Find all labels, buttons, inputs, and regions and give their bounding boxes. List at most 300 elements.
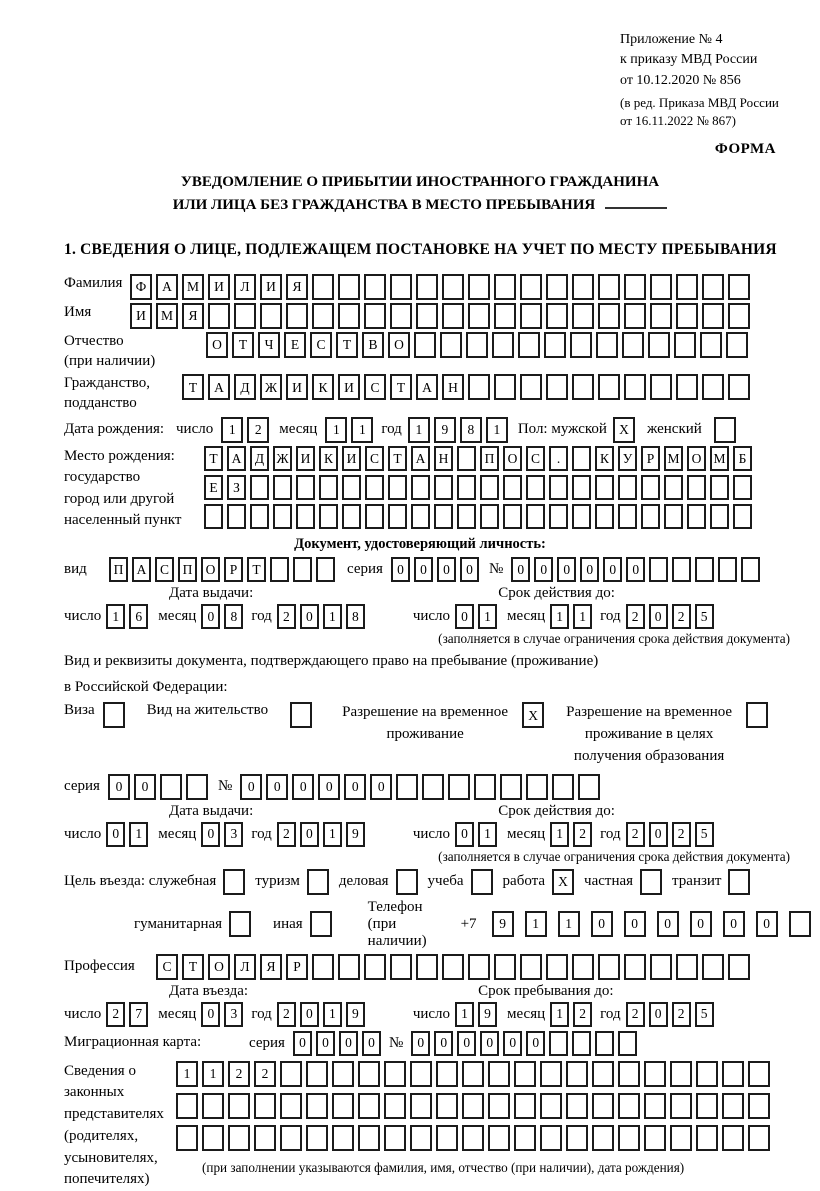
cell[interactable]: А (411, 446, 430, 471)
cell[interactable] (442, 954, 464, 980)
cell[interactable] (442, 303, 464, 329)
cell[interactable] (733, 504, 752, 529)
cell[interactable]: 0 (292, 774, 314, 800)
cell[interactable] (566, 1061, 588, 1087)
cell[interactable] (422, 774, 444, 800)
cell[interactable]: А (156, 274, 178, 300)
cell[interactable]: Т (182, 374, 204, 400)
cell[interactable] (319, 504, 338, 529)
cell[interactable] (544, 332, 566, 358)
cell[interactable] (748, 1061, 770, 1087)
cell[interactable] (410, 1125, 432, 1151)
cell[interactable]: 1 (323, 604, 342, 629)
cell[interactable] (227, 504, 246, 529)
cell[interactable] (641, 504, 660, 529)
cell[interactable] (549, 1031, 568, 1056)
cell[interactable]: П (178, 557, 197, 582)
cell[interactable] (546, 303, 568, 329)
cell[interactable] (514, 1125, 536, 1151)
cell[interactable]: И (208, 274, 230, 300)
cell[interactable] (526, 774, 548, 800)
cell[interactable]: Л (234, 274, 256, 300)
cell[interactable]: 9 (346, 822, 365, 847)
cell[interactable] (520, 303, 542, 329)
cell[interactable]: К (319, 446, 338, 471)
cell[interactable]: 2 (626, 822, 645, 847)
cell[interactable]: С (364, 374, 386, 400)
cell[interactable]: 0 (690, 911, 712, 937)
cell[interactable]: 0 (457, 1031, 476, 1056)
cell[interactable] (223, 869, 245, 895)
cell[interactable] (286, 303, 308, 329)
cell[interactable] (229, 911, 251, 937)
cell[interactable] (411, 504, 430, 529)
cell[interactable] (520, 954, 542, 980)
cell[interactable] (687, 504, 706, 529)
cell[interactable]: 0 (455, 604, 474, 629)
cell[interactable] (540, 1125, 562, 1151)
cell[interactable] (592, 1061, 614, 1087)
cell[interactable]: Н (442, 374, 464, 400)
cell[interactable] (676, 954, 698, 980)
cell[interactable] (414, 332, 436, 358)
cell[interactable] (358, 1061, 380, 1087)
cell[interactable] (592, 1125, 614, 1151)
cell[interactable]: Ж (260, 374, 282, 400)
cell[interactable] (273, 475, 292, 500)
cell[interactable] (728, 954, 750, 980)
cell[interactable] (644, 1061, 666, 1087)
cell[interactable] (250, 475, 269, 500)
cell[interactable]: 9 (346, 1002, 365, 1027)
cell[interactable]: Я (182, 303, 204, 329)
cell[interactable] (546, 374, 568, 400)
cell[interactable] (702, 303, 724, 329)
cell[interactable]: М (156, 303, 178, 329)
cell[interactable] (676, 374, 698, 400)
cell[interactable] (474, 774, 496, 800)
cell[interactable] (306, 1125, 328, 1151)
cell[interactable]: Р (224, 557, 243, 582)
cell[interactable]: 0 (649, 604, 668, 629)
cell[interactable] (488, 1125, 510, 1151)
cell[interactable] (514, 1061, 536, 1087)
cell[interactable] (676, 303, 698, 329)
cell[interactable] (388, 504, 407, 529)
cell[interactable] (710, 475, 729, 500)
cell[interactable]: И (130, 303, 152, 329)
cell[interactable]: Ж (273, 446, 292, 471)
cell[interactable]: 1 (106, 604, 125, 629)
cell[interactable] (358, 1125, 380, 1151)
cell[interactable] (416, 303, 438, 329)
cell[interactable] (503, 504, 522, 529)
cell[interactable]: О (206, 332, 228, 358)
cell[interactable] (273, 504, 292, 529)
cell[interactable]: А (416, 374, 438, 400)
cell[interactable] (641, 475, 660, 500)
cell[interactable] (649, 557, 668, 582)
cell[interactable] (595, 504, 614, 529)
cell[interactable] (718, 557, 737, 582)
cell[interactable] (572, 1031, 591, 1056)
cell[interactable] (789, 911, 811, 937)
cell[interactable] (578, 774, 600, 800)
cell[interactable]: У (618, 446, 637, 471)
cell[interactable]: 0 (316, 1031, 335, 1056)
cell[interactable]: Ч (258, 332, 280, 358)
cell[interactable] (572, 274, 594, 300)
cell[interactable]: 9 (478, 1002, 497, 1027)
cell[interactable] (572, 504, 591, 529)
cell[interactable] (618, 1031, 637, 1056)
cell[interactable] (364, 954, 386, 980)
cell[interactable]: 0 (511, 557, 530, 582)
cell[interactable] (338, 274, 360, 300)
cell[interactable] (624, 954, 646, 980)
cell[interactable] (650, 303, 672, 329)
cell[interactable]: К (595, 446, 614, 471)
cell[interactable] (416, 274, 438, 300)
cell[interactable] (572, 475, 591, 500)
cell[interactable] (338, 954, 360, 980)
cell[interactable]: 1 (550, 604, 569, 629)
cell[interactable]: 0 (370, 774, 392, 800)
cell[interactable]: 0 (391, 557, 410, 582)
cell[interactable] (546, 954, 568, 980)
cell[interactable] (672, 557, 691, 582)
cell[interactable]: О (201, 557, 220, 582)
cell[interactable] (722, 1125, 744, 1151)
cell[interactable]: 0 (201, 1002, 220, 1027)
cell[interactable] (695, 557, 714, 582)
cell[interactable] (746, 702, 768, 728)
cell[interactable] (552, 774, 574, 800)
cell[interactable]: X (613, 417, 635, 443)
cell[interactable] (306, 1093, 328, 1119)
cell[interactable] (436, 1125, 458, 1151)
cell[interactable]: 0 (526, 1031, 545, 1056)
cell[interactable]: 1 (129, 822, 148, 847)
cell[interactable]: 5 (695, 1002, 714, 1027)
cell[interactable] (411, 475, 430, 500)
cell[interactable] (700, 332, 722, 358)
cell[interactable] (234, 303, 256, 329)
cell[interactable]: 0 (362, 1031, 381, 1056)
cell[interactable]: 0 (723, 911, 745, 937)
cell[interactable] (722, 1093, 744, 1119)
cell[interactable] (390, 954, 412, 980)
cell[interactable]: 0 (434, 1031, 453, 1056)
cell[interactable]: Т (388, 446, 407, 471)
cell[interactable]: 0 (318, 774, 340, 800)
cell[interactable] (204, 504, 223, 529)
cell[interactable]: 0 (557, 557, 576, 582)
cell[interactable] (503, 475, 522, 500)
cell[interactable] (468, 374, 490, 400)
cell[interactable]: 0 (534, 557, 553, 582)
cell[interactable] (390, 303, 412, 329)
cell[interactable]: 2 (228, 1061, 250, 1087)
cell[interactable] (595, 1031, 614, 1056)
cell[interactable] (160, 774, 182, 800)
cell[interactable] (462, 1093, 484, 1119)
cell[interactable] (388, 475, 407, 500)
cell[interactable] (202, 1125, 224, 1151)
cell[interactable]: 2 (626, 604, 645, 629)
cell[interactable] (598, 374, 620, 400)
cell[interactable] (572, 303, 594, 329)
cell[interactable]: 1 (550, 1002, 569, 1027)
cell[interactable] (733, 475, 752, 500)
cell[interactable] (572, 374, 594, 400)
cell[interactable]: 0 (300, 822, 319, 847)
cell[interactable]: 2 (672, 822, 691, 847)
cell[interactable]: И (296, 446, 315, 471)
cell[interactable] (494, 303, 516, 329)
cell[interactable] (618, 1125, 640, 1151)
cell[interactable]: 1 (202, 1061, 224, 1087)
cell[interactable] (365, 504, 384, 529)
cell[interactable] (186, 774, 208, 800)
cell[interactable] (520, 274, 542, 300)
cell[interactable]: К (312, 374, 334, 400)
cell[interactable] (702, 374, 724, 400)
cell[interactable] (228, 1093, 250, 1119)
cell[interactable]: Д (234, 374, 256, 400)
cell[interactable] (595, 475, 614, 500)
cell[interactable] (592, 1093, 614, 1119)
cell[interactable]: М (182, 274, 204, 300)
cell[interactable] (598, 954, 620, 980)
cell[interactable]: И (286, 374, 308, 400)
cell[interactable]: 1 (486, 417, 508, 443)
cell[interactable] (676, 274, 698, 300)
cell[interactable] (440, 332, 462, 358)
cell[interactable]: 8 (460, 417, 482, 443)
cell[interactable]: X (552, 869, 574, 895)
cell[interactable]: 0 (108, 774, 130, 800)
cell[interactable]: С (310, 332, 332, 358)
cell[interactable]: Т (390, 374, 412, 400)
cell[interactable]: 0 (460, 557, 479, 582)
cell[interactable] (494, 274, 516, 300)
cell[interactable]: 3 (224, 822, 243, 847)
cell[interactable] (546, 274, 568, 300)
cell[interactable] (494, 954, 516, 980)
cell[interactable] (306, 1061, 328, 1087)
cell[interactable] (650, 374, 672, 400)
cell[interactable] (480, 504, 499, 529)
cell[interactable] (624, 303, 646, 329)
cell[interactable] (384, 1061, 406, 1087)
cell[interactable] (384, 1093, 406, 1119)
cell[interactable]: 2 (672, 604, 691, 629)
cell[interactable] (644, 1125, 666, 1151)
cell[interactable]: Я (286, 274, 308, 300)
cell[interactable] (526, 475, 545, 500)
cell[interactable]: 1 (550, 822, 569, 847)
cell[interactable] (480, 475, 499, 500)
cell[interactable] (710, 504, 729, 529)
cell[interactable] (664, 504, 683, 529)
cell[interactable] (332, 1061, 354, 1087)
cell[interactable]: 0 (414, 557, 433, 582)
cell[interactable] (696, 1093, 718, 1119)
cell[interactable]: П (109, 557, 128, 582)
cell[interactable]: В (362, 332, 384, 358)
cell[interactable] (526, 504, 545, 529)
cell[interactable] (702, 954, 724, 980)
cell[interactable]: М (710, 446, 729, 471)
cell[interactable]: 0 (201, 822, 220, 847)
cell[interactable] (260, 303, 282, 329)
cell[interactable]: 1 (408, 417, 430, 443)
cell[interactable] (410, 1061, 432, 1087)
cell[interactable]: Т (336, 332, 358, 358)
cell[interactable]: 0 (603, 557, 622, 582)
cell[interactable]: 0 (339, 1031, 358, 1056)
cell[interactable]: И (342, 446, 361, 471)
cell[interactable]: 0 (411, 1031, 430, 1056)
cell[interactable] (624, 274, 646, 300)
cell[interactable]: Р (641, 446, 660, 471)
cell[interactable] (596, 332, 618, 358)
cell[interactable]: Т (232, 332, 254, 358)
cell[interactable] (364, 274, 386, 300)
cell[interactable] (448, 774, 470, 800)
cell[interactable] (728, 374, 750, 400)
cell[interactable] (468, 954, 490, 980)
cell[interactable] (572, 446, 591, 471)
cell[interactable] (670, 1061, 692, 1087)
cell[interactable]: Т (247, 557, 266, 582)
cell[interactable] (384, 1125, 406, 1151)
cell[interactable]: Е (204, 475, 223, 500)
cell[interactable] (434, 504, 453, 529)
cell[interactable] (471, 869, 493, 895)
cell[interactable]: 0 (624, 911, 646, 937)
cell[interactable]: 1 (455, 1002, 474, 1027)
cell[interactable]: 0 (300, 604, 319, 629)
cell[interactable] (726, 332, 748, 358)
cell[interactable] (748, 1125, 770, 1151)
cell[interactable]: Т (204, 446, 223, 471)
cell[interactable]: 5 (695, 822, 714, 847)
cell[interactable] (364, 303, 386, 329)
cell[interactable]: 0 (344, 774, 366, 800)
cell[interactable]: 8 (224, 604, 243, 629)
cell[interactable] (670, 1125, 692, 1151)
cell[interactable]: 2 (277, 604, 296, 629)
cell[interactable] (436, 1061, 458, 1087)
cell[interactable]: Е (284, 332, 306, 358)
cell[interactable] (296, 475, 315, 500)
cell[interactable]: 0 (455, 822, 474, 847)
cell[interactable]: Д (250, 446, 269, 471)
cell[interactable] (624, 374, 646, 400)
cell[interactable] (254, 1093, 276, 1119)
cell[interactable] (416, 954, 438, 980)
cell[interactable] (598, 274, 620, 300)
cell[interactable]: 7 (129, 1002, 148, 1027)
cell[interactable] (280, 1093, 302, 1119)
cell[interactable]: 3 (224, 1002, 243, 1027)
cell[interactable]: 0 (503, 1031, 522, 1056)
cell[interactable] (670, 1093, 692, 1119)
cell[interactable]: 0 (266, 774, 288, 800)
cell[interactable] (310, 911, 332, 937)
cell[interactable] (250, 504, 269, 529)
cell[interactable]: О (503, 446, 522, 471)
cell[interactable]: X (522, 702, 544, 728)
cell[interactable] (468, 303, 490, 329)
cell[interactable]: 0 (756, 911, 778, 937)
cell[interactable]: 0 (201, 604, 220, 629)
cell[interactable] (307, 869, 329, 895)
cell[interactable] (270, 557, 289, 582)
cell[interactable]: Р (286, 954, 308, 980)
cell[interactable] (518, 332, 540, 358)
cell[interactable] (410, 1093, 432, 1119)
cell[interactable]: 0 (480, 1031, 499, 1056)
cell[interactable]: О (208, 954, 230, 980)
cell[interactable] (462, 1125, 484, 1151)
cell[interactable] (572, 954, 594, 980)
cell[interactable] (566, 1093, 588, 1119)
cell[interactable] (442, 274, 464, 300)
cell[interactable]: И (260, 274, 282, 300)
cell[interactable]: О (687, 446, 706, 471)
cell[interactable] (457, 475, 476, 500)
cell[interactable]: И (338, 374, 360, 400)
cell[interactable] (342, 504, 361, 529)
cell[interactable] (312, 274, 334, 300)
cell[interactable]: С (156, 954, 178, 980)
cell[interactable] (462, 1061, 484, 1087)
cell[interactable]: 6 (129, 604, 148, 629)
cell[interactable]: 0 (240, 774, 262, 800)
cell[interactable] (570, 332, 592, 358)
cell[interactable] (293, 557, 312, 582)
cell[interactable] (540, 1061, 562, 1087)
cell[interactable]: Б (733, 446, 752, 471)
cell[interactable] (549, 504, 568, 529)
cell[interactable]: 1 (478, 604, 497, 629)
cell[interactable]: П (480, 446, 499, 471)
cell[interactable]: Н (434, 446, 453, 471)
cell[interactable]: 1 (573, 604, 592, 629)
cell[interactable] (674, 332, 696, 358)
cell[interactable]: 2 (573, 1002, 592, 1027)
cell[interactable] (332, 1093, 354, 1119)
cell[interactable]: А (208, 374, 230, 400)
cell[interactable] (664, 475, 683, 500)
cell[interactable]: С (365, 446, 384, 471)
cell[interactable] (520, 374, 542, 400)
cell[interactable]: 0 (591, 911, 613, 937)
cell[interactable] (640, 869, 662, 895)
cell[interactable] (202, 1093, 224, 1119)
cell[interactable] (618, 504, 637, 529)
cell[interactable] (722, 1061, 744, 1087)
cell[interactable]: 1 (351, 417, 373, 443)
cell[interactable] (338, 303, 360, 329)
cell[interactable] (622, 332, 644, 358)
cell[interactable]: 1 (176, 1061, 198, 1087)
cell[interactable] (396, 774, 418, 800)
cell[interactable]: 1 (525, 911, 547, 937)
